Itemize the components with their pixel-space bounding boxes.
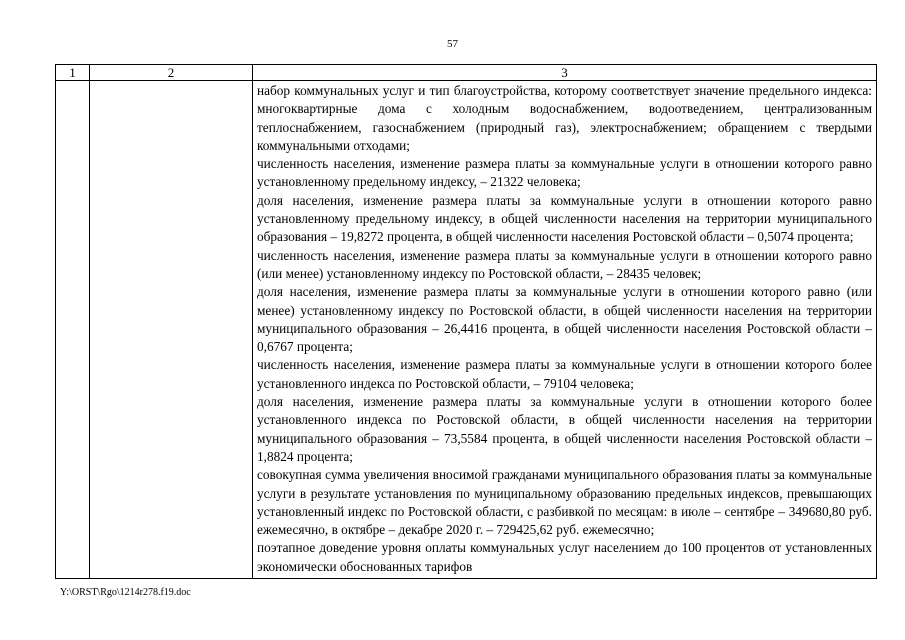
paragraph-population-more: численность населения, изменение размера платы за коммунальные услуги в отношении которого более установленного индекса по Ростовской области, – 79104 человека; xyxy=(257,357,872,391)
column-header-1: 1 xyxy=(56,65,90,81)
page-number: 57 xyxy=(447,38,458,50)
cell-col-1 xyxy=(56,81,90,579)
footer-file-path: Y:\ORST\Rgo\1214r278.f19.doc xyxy=(60,587,191,598)
cell-col-2 xyxy=(90,81,253,579)
paragraph-total-increase: совокупная сумма увеличения вносимой гражданами муниципального образования платы за коммунальные услуги в результате установления по муниципальному образованию предельных индексов, превышающих установленный индекс по Ростовской области, с разбивкой по месяцам: в июле – сентябре – 349680,80 руб. ежемесячно, в октябре – декабре 2020 г. – 729425,62 руб. ежемесячно; xyxy=(257,467,872,538)
column-header-2: 2 xyxy=(90,65,253,81)
cell-col-3 xyxy=(253,81,877,579)
table-row xyxy=(56,81,877,579)
paragraph-population-less: численность населения, изменение размера платы за коммунальные услуги в отношении которого равно (или менее) установленному индексу по Ростовской области, – 28435 человек; xyxy=(257,247,872,281)
paragraph-share-less: доля населения, изменение размера платы за коммунальные услуги в отношении которого равно (или менее) установленному индексу по Ростовской области, в общей численности населения на территории муниципального образования – 26,4416 процента, в общей численности населения Ростовской области – 0,6767 процента; xyxy=(257,284,872,355)
paragraph-share-equal: доля населения, изменение размера платы за коммунальные услуги в отношении которого равно установленному предельному индексу, в общей численности населения на территории муниципального образования – 19,8272 процента, в общей численности населения Ростовской области – 0,5074 процента; xyxy=(257,192,872,245)
table-header-row xyxy=(56,65,877,81)
document-table xyxy=(55,64,877,579)
paragraph-population-equal: численность населения, изменение размера платы за коммунальные услуги в отношении которого равно установленному предельному индексу, – 21322 человека; xyxy=(257,156,872,190)
paragraph-gradual-payment: поэтапное доведение уровня оплаты коммунальных услуг населением до 100 процентов от установленных экономически обоснованных тарифов xyxy=(257,540,872,574)
paragraph-share-more: доля населения, изменение размера платы за коммунальные услуги в отношении которого более установленного индекса по Ростовской области, в общей численности населения на территории муниципального образования – 73,5584 процента, в общей численности населения Ростовской области – 1,8824 процента; xyxy=(257,394,872,464)
column-header-3: 3 xyxy=(253,65,877,81)
paragraph-utilities-set: набор коммунальных услуг и тип благоустройства, которому соответствует значение предельного индекса: многоквартирные дома с холодным водоснабжением, водоотведением, централизованным теплоснабжением, газоснабжением (природный газ), электроснабжением; обращением с твердыми коммунальными отходами; xyxy=(257,83,872,153)
